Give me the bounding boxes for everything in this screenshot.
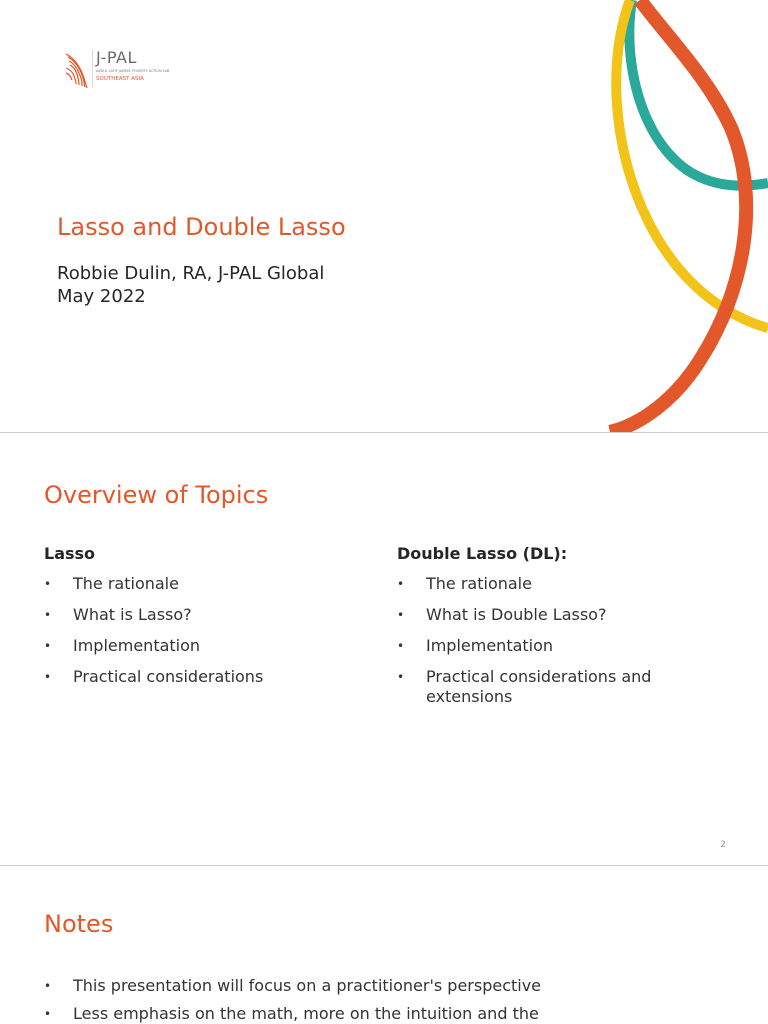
bullet-icon: • xyxy=(44,577,52,591)
notes-slide xyxy=(0,866,768,1024)
bullet-list xyxy=(44,976,744,1024)
presentation-title: Lasso and Double Lasso xyxy=(57,213,346,241)
logo-region: SOUTHEAST ASIA xyxy=(96,76,144,82)
slide-heading: Overview of Topics xyxy=(44,481,269,509)
list-item: • The rationale xyxy=(397,574,532,593)
column-title: Double Lasso (DL): xyxy=(397,544,568,563)
logo-divider xyxy=(92,50,93,88)
decorative-arcs xyxy=(560,0,768,432)
overview-slide xyxy=(0,433,768,865)
bullet-icon: • xyxy=(44,670,52,684)
list-item: • Practical considerations and extensions xyxy=(397,667,652,706)
bullet-icon: • xyxy=(397,577,405,591)
bullet-icon: • xyxy=(44,639,52,653)
title-slide xyxy=(0,0,768,432)
jpal-swirl-icon xyxy=(62,48,94,90)
page-number: 2 xyxy=(720,840,726,850)
list-item: • Less emphasis on the math, more on the intuition and the xyxy=(44,1004,539,1023)
column-title: Lasso xyxy=(44,544,96,563)
bullet-icon: • xyxy=(397,608,405,622)
title-subtitle xyxy=(57,262,324,308)
logo-tagline: ABDUL LATIF JAMEEL POVERTY ACTION LAB xyxy=(96,69,170,73)
presentation-date: May 2022 xyxy=(57,286,146,307)
slide-heading: Notes xyxy=(44,910,114,938)
list-item: • This presentation will focus on a practitioner's perspective xyxy=(44,976,542,995)
presentation-author: Robbie Dulin, RA, J-PAL Global xyxy=(57,263,325,284)
logo-name: J-PAL xyxy=(96,48,137,67)
bullet-list xyxy=(44,574,364,687)
list-item: • Practical considerations xyxy=(44,667,264,686)
bullet-list xyxy=(397,574,727,707)
list-item: • The rationale xyxy=(44,574,179,593)
bullet-icon: • xyxy=(44,979,52,993)
lasso-column xyxy=(44,544,364,698)
bullet-icon: • xyxy=(397,670,405,684)
list-item: • What is Double Lasso? xyxy=(397,605,607,624)
list-item: • Implementation xyxy=(397,636,554,655)
list-item: • Implementation xyxy=(44,636,201,655)
bullet-icon: • xyxy=(397,639,405,653)
jpal-logo xyxy=(62,48,194,90)
double-lasso-column xyxy=(397,544,727,718)
bullet-icon: • xyxy=(44,608,52,622)
list-item: • What is Lasso? xyxy=(44,605,192,624)
bullet-icon: • xyxy=(44,1007,52,1021)
